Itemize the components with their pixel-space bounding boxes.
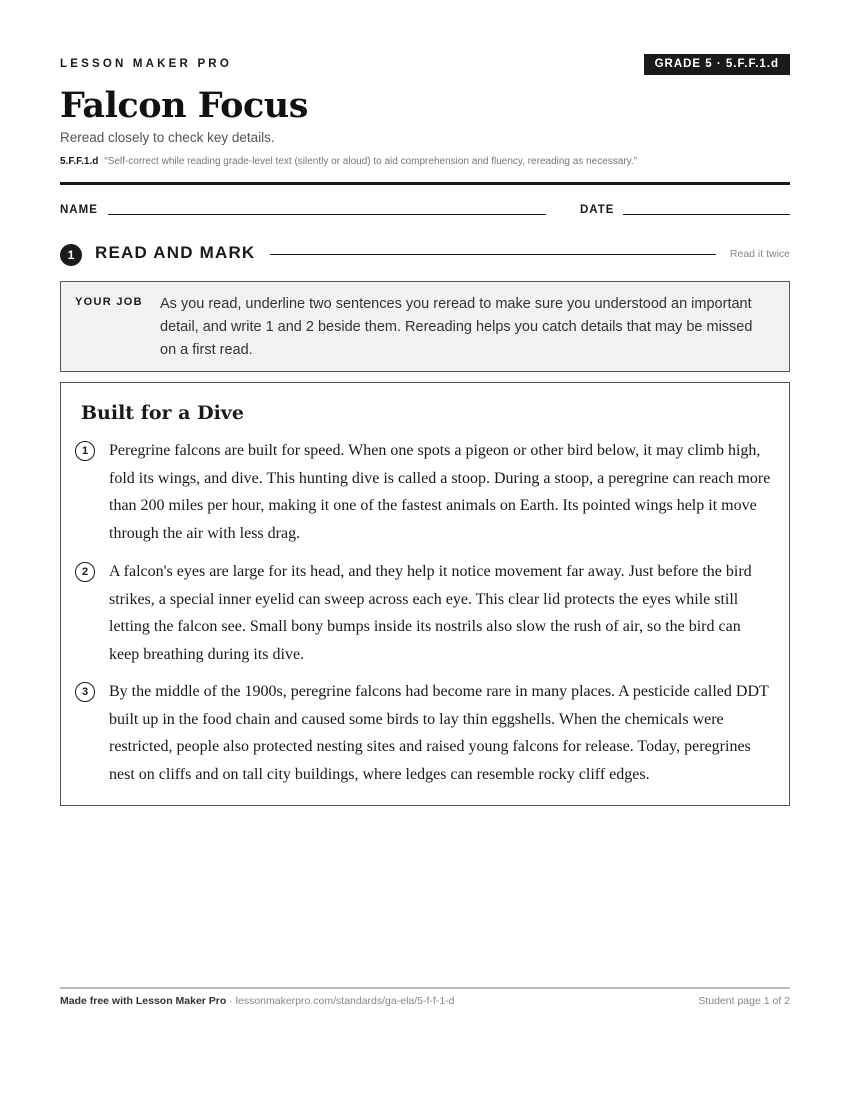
instructions-box (60, 281, 790, 372)
paragraph-number: 2 (75, 562, 95, 582)
date-field[interactable] (623, 214, 790, 215)
footer-url-link[interactable]: lessonmakerpro.com/standards/ga-ela/5-f-f-1-d (235, 995, 455, 1007)
passage-title: Built for a Dive (81, 402, 244, 424)
header-divider (60, 182, 790, 185)
standard-text: “Self-correct while reading grade-level text (silently or aloud) to aid comprehension and fluency, rereading as necessary.” (104, 156, 638, 167)
footer-page-info: Student page 1 of 2 (698, 995, 790, 1007)
grade-badge: GRADE 5 · 5.F.F.1.d (644, 54, 790, 75)
name-label: NAME (60, 204, 98, 216)
instructions-text: As you read, underline two sentences you reread to make sure you understood an important detail, and write 1 and 2 beside them. Rereading helps you catch details that may be missed on a first read. (160, 296, 753, 358)
standard-code: 5.F.F.1.d (60, 156, 99, 167)
paragraph-text: By the middle of the 1900s, peregrine falcons had become rare in many places. A pesticide called DDT built up in the food chain and caused some birds to lay thin eggshells. When the chemicals were restricted, people also protected nesting sites and raised young falcons for release. Today, peregrines nest on cliffs and on tall city buildings, where ledges can resemble rocky cliff edges. (109, 683, 769, 784)
paragraph-number: 3 (75, 682, 95, 702)
standard-line (60, 156, 637, 167)
paragraph-text: Peregrine falcons are built for speed. When one spots a pigeon or other bird below, it may climb high, fold its wings, and dive. This hunting dive is called a stoop. During a stoop, a peregrine can reach more than 200 miles per hour, making it one of the fastest animals on Earth. Its pointed wings help it move through the air with less drag. (109, 442, 771, 543)
instructions-label: YOUR JOB (75, 296, 143, 308)
section-note: Read it twice (729, 248, 790, 260)
section-number: 1 (60, 244, 82, 266)
section-divider (270, 254, 716, 255)
section-header (60, 242, 790, 268)
paragraph-number: 1 (75, 441, 95, 461)
footer-divider (60, 987, 790, 989)
brand-name: LESSON MAKER PRO (60, 58, 232, 70)
section-title: READ AND MARK (95, 243, 256, 262)
reading-passage (60, 382, 790, 806)
page-subtitle: Reread closely to check key details. (60, 130, 275, 145)
paragraph-text: A falcon's eyes are large for its head, and they help it notice movement far away. Just before the bird strikes, a special inner eyelid can sweep across each eye. This clear lid protects the eyes while still letting the falcon see. Small bony bumps inside its nostrils also slow the rush of air, so the bird can keep breathing during its dive. (109, 563, 752, 664)
footer-made-with: Made free with Lesson Maker Pro (60, 995, 227, 1007)
footer-credit (60, 995, 455, 1007)
footer-separator: · (226, 995, 236, 1007)
name-field[interactable] (108, 214, 546, 215)
page-title: Falcon Focus (60, 85, 308, 126)
date-label: DATE (580, 204, 615, 216)
